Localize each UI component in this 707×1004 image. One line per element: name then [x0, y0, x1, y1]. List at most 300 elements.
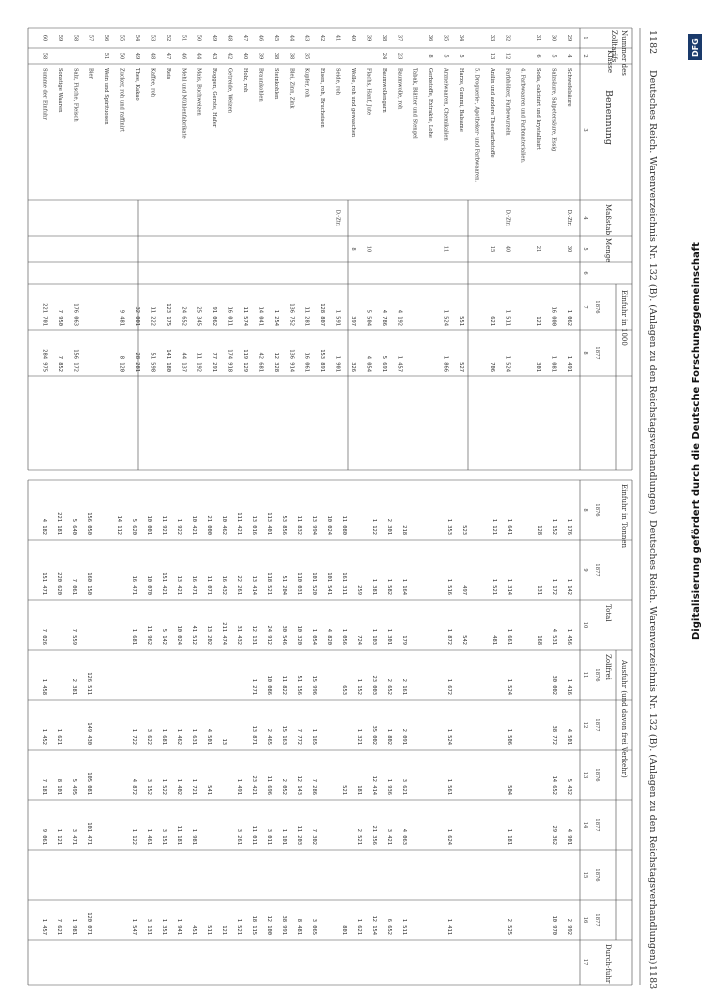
right-row-value: 12 154: [371, 915, 377, 935]
right-row-value: 1 301: [386, 628, 392, 645]
right-row-value: 221 181: [56, 512, 62, 535]
right-row-value: 3 622: [146, 728, 152, 745]
right-row-value: 10 462: [221, 515, 227, 535]
right-row-value: 1 524: [506, 678, 512, 695]
right-row-value: 38 991: [281, 915, 287, 935]
left-row-description: Reis: [164, 68, 171, 80]
right-row-value: 24 912: [266, 625, 272, 645]
right-row-value: 724: [356, 635, 362, 645]
watermark: [691, 242, 702, 640]
right-row-value: 118 521: [266, 572, 272, 595]
left-row-number: 38: [380, 34, 387, 42]
right-row-value: 541: [206, 785, 212, 795]
right-row-value: 11 181: [176, 825, 182, 845]
left-row-value: 1 511: [504, 309, 511, 326]
left-row-value: 1 254: [272, 309, 279, 326]
right-row-value: 1 381: [371, 578, 377, 595]
left-row-value: 284 975: [41, 349, 48, 372]
left-row-number: 33: [488, 34, 495, 42]
right-row-value: 149 430: [86, 722, 92, 745]
left-row-value: 119 129: [242, 349, 248, 372]
right-row-value: 156 050: [86, 512, 92, 535]
left-row-value: 123 175: [164, 303, 171, 326]
left-row-number: 32: [504, 34, 511, 42]
left-row-value: 7 852: [56, 355, 63, 372]
right-row-value: 13: [221, 738, 227, 745]
right-row-value: 1 121: [56, 828, 62, 845]
right-row-value: 1 452: [41, 728, 47, 745]
right-row-value: 7 621: [56, 918, 62, 935]
left-row-value: 44 137: [180, 352, 187, 372]
left-row-value: 527: [458, 362, 464, 372]
right-row-value: 511: [206, 925, 212, 935]
left-row-klasse: 42: [226, 52, 233, 60]
header-right: Deutsches Reich. Warenverzeichnis Nr. 132 (B). (Anlagen zu den Reichstagsverhandlungen): [647, 520, 658, 965]
right-row-value: 1 561: [446, 778, 452, 795]
right-row-value: 2 381: [71, 678, 77, 695]
left-row-description: Wolle, roh und gewaschen: [350, 68, 356, 138]
left-row-value: 1 866: [442, 355, 449, 372]
right-row-value: 10 421: [191, 515, 197, 535]
right-row-value: 1 458: [41, 678, 47, 695]
left-row-value: 176 063: [72, 303, 79, 326]
right-row-value: 5 495: [71, 778, 77, 795]
left-row-number: 40: [350, 34, 356, 42]
left-row-value: 9 481: [118, 309, 125, 326]
left-row-description: Sonstige Waaren: [56, 68, 63, 113]
left-row-value: 91 062: [211, 306, 218, 326]
left-row-value: 326: [350, 362, 356, 372]
left-row-value: 12 328: [272, 352, 279, 372]
left-row-klasse: 49: [134, 52, 140, 60]
right-row-value: 120 071: [86, 912, 92, 935]
right-row-value: 1 314: [506, 578, 512, 595]
right-header-ausfuhr: Ausfuhr (und davon frei Verkehr): [620, 660, 628, 778]
dfg-badge: [688, 34, 702, 60]
right-row-value: 13 871: [251, 725, 257, 745]
right-row-value: 1 165: [311, 728, 317, 745]
left-row-value: 1 524: [442, 309, 449, 326]
right-row-value: 101 541: [326, 572, 332, 595]
left-row-klasse: 5: [458, 54, 464, 58]
right-row-value: 160 150: [86, 572, 92, 595]
right-row-value: 2 052: [281, 778, 287, 795]
right-row-value: 1 802: [386, 728, 392, 745]
right-row-value: 1 721: [191, 778, 197, 795]
right-row-value: 1 164: [401, 578, 407, 595]
left-row-klasse: 12: [504, 52, 511, 60]
right-year-header: 1877: [594, 718, 600, 732]
left-row-number: 47: [242, 34, 248, 42]
left-row-klasse: 5: [550, 54, 557, 58]
left-row-value: 397: [350, 316, 356, 326]
left-row-description: Steinkohlen: [272, 68, 279, 100]
left-row-value: 16 061: [303, 352, 310, 372]
right-row-value: 101 520: [311, 572, 317, 595]
right-year-header: 1876: [594, 868, 600, 882]
left-row-klasse: 40: [242, 52, 248, 60]
right-row-value: 11 822: [281, 675, 287, 695]
right-year-header: 1876: [594, 503, 600, 517]
left-header-zolltarif: Zolltarifs: [610, 30, 618, 63]
right-row-value: 15 163: [281, 725, 287, 745]
right-row-value: 1 672: [446, 678, 452, 695]
left-row-description: Flachs, Hanf, Jute: [365, 68, 372, 116]
right-row-value: 7 559: [71, 628, 77, 645]
right-year-header: 1877: [594, 913, 600, 927]
right-row-value: 151 471: [41, 572, 47, 595]
right-col-number: 13: [582, 771, 588, 779]
right-row-value: 3 151: [161, 828, 167, 845]
right-row-value: 12 143: [296, 775, 302, 795]
left-row-value: 621: [488, 316, 495, 326]
left-row-description: Schwefelsäure: [566, 68, 572, 107]
right-row-value: 7 302: [311, 828, 317, 845]
right-row-value: 220 620: [56, 572, 62, 595]
right-row-value: 3 471: [71, 828, 77, 845]
right-row-value: 110 031: [296, 572, 302, 595]
right-row-value: 4 063: [401, 828, 407, 845]
right-row-value: 1 621: [56, 728, 62, 745]
right-row-value: 4 872: [131, 778, 137, 795]
left-row-value: 5 504: [365, 309, 372, 326]
right-row-value: 35 002: [371, 725, 377, 745]
page-number-left: 1182: [647, 30, 658, 55]
left-row-value: 136 914: [288, 349, 295, 372]
right-row-value: 179: [401, 635, 407, 645]
left-row-value: 25 345: [195, 306, 202, 326]
left-row-menge: 21: [535, 245, 542, 253]
watermark-text: Digitalisierung gefördert durch die Deutsche Forschungsgemeinschaft: [691, 242, 702, 640]
right-row-value: 542: [461, 635, 467, 645]
right-row-value: 13 994: [311, 515, 317, 535]
left-row-description: Getreide, Weizen: [226, 68, 233, 113]
right-row-value: 181: [356, 785, 362, 795]
right-row-value: 11 832: [296, 515, 302, 535]
left-row-number: 46: [257, 34, 264, 42]
left-row-value: 32 001: [134, 306, 140, 326]
right-row-value: 801: [341, 925, 347, 935]
left-row-klasse: 38: [272, 52, 279, 60]
right-row-value: 521: [341, 785, 347, 795]
right-row-value: 38 772: [551, 725, 557, 745]
right-row-value: 128: [536, 525, 542, 535]
right-row-value: 1 461: [146, 828, 152, 845]
left-row-value: 16 011: [226, 306, 233, 326]
left-row-value: 1 081: [550, 355, 557, 372]
right-row-value: 4 182: [41, 518, 47, 535]
left-row-description: 5. Droguerie-, Apotheker- und Farbwaaren.: [473, 68, 480, 183]
right-year-header: 1876: [594, 668, 600, 682]
right-row-value: 22 261: [236, 575, 242, 595]
left-row-number: 51: [180, 34, 187, 42]
right-row-value: 259: [356, 585, 362, 595]
right-row-value: 481: [491, 635, 497, 645]
left-row-klasse: 24: [380, 52, 387, 60]
left-row-value: 11 281: [303, 306, 310, 326]
right-row-value: 3 011: [266, 828, 272, 845]
left-row-klasse: 4: [566, 54, 572, 58]
right-row-value: 3 065: [311, 918, 317, 935]
right-row-value: 14 652: [551, 775, 557, 795]
right-row-value: 16 471: [191, 575, 197, 595]
right-col-number: 16: [582, 916, 588, 924]
left-col-number: 4: [582, 216, 588, 220]
left-row-value: 11 192: [195, 352, 202, 372]
right-row-value: 3 261: [236, 828, 242, 845]
right-row-value: 2 465: [266, 728, 272, 745]
left-row-klasse: 13: [488, 52, 495, 60]
right-row-value: 7 026: [41, 628, 47, 645]
left-row-value: 174 918: [226, 349, 233, 372]
right-row-value: 2 301: [386, 518, 392, 535]
right-row-value: 10 070: [146, 575, 152, 595]
left-row-number: 44: [288, 34, 295, 42]
right-row-value: 14 112: [116, 515, 122, 535]
left-row-number: 53: [149, 34, 156, 42]
right-row-value: 8 101: [56, 778, 62, 795]
right-row-value: 2 091: [401, 728, 407, 745]
left-row-description: Summe der Einfuhr: [41, 68, 48, 120]
right-row-value: 5 620: [131, 518, 137, 535]
right-row-value: 1 152: [356, 678, 362, 695]
left-row-value: 42 681: [257, 352, 264, 372]
right-row-value: 1 411: [446, 918, 452, 935]
right-row-value: 1 631: [191, 728, 197, 745]
right-col-number: 12: [582, 721, 588, 729]
left-row-value: 1 524: [504, 355, 511, 372]
right-header-zollfrei: Zollfrei: [604, 654, 612, 680]
right-row-value: 1 521: [491, 578, 497, 595]
right-row-value: 51 204: [281, 575, 287, 595]
left-row-klasse: 23: [396, 52, 403, 60]
left-row-value: 706: [488, 362, 495, 372]
right-row-value: 218: [401, 525, 407, 535]
right-row-value: 451: [191, 925, 197, 935]
left-row-description: Blei, Zinn, Zink: [288, 68, 295, 109]
right-row-value: 2 525: [506, 918, 512, 935]
right-row-value: 1 462: [176, 728, 182, 745]
left-row-number: 35: [442, 34, 449, 42]
left-year-header: 1877: [594, 346, 600, 360]
right-row-value: 16 471: [131, 575, 137, 595]
header-left: Deutsches Reich. Warenverzeichnis Nr. 132 (B). (Anlagen zu den Reichstagsverhandlungen): [647, 70, 658, 515]
left-row-value: 8 120: [118, 355, 125, 372]
left-row-klasse: 48: [149, 52, 156, 60]
right-row-value: 1 181: [506, 828, 512, 845]
left-row-unit: D.-Ztr.: [504, 209, 511, 227]
left-row-value: 551: [458, 316, 464, 326]
left-row-description: Mais, Buchweizen: [195, 68, 202, 116]
right-row-value: 1 271: [251, 678, 257, 695]
right-col-number: 9: [582, 568, 588, 572]
right-col-number: 14: [582, 821, 588, 829]
right-row-value: 4 901: [566, 828, 572, 845]
left-row-description: Farbhölzer, Farbewurzeln: [504, 68, 511, 136]
left-row-description: Thee, Kakao: [134, 68, 140, 101]
right-row-value: 7 772: [296, 728, 302, 745]
right-year-header: 1876: [594, 768, 600, 782]
right-row-value: 7 061: [71, 578, 77, 595]
right-row-value: 13 016: [251, 515, 257, 535]
right-row-value: 1 456: [566, 628, 572, 645]
right-year-header: 1877: [594, 818, 600, 832]
left-row-value: 221 701: [41, 303, 48, 326]
left-row-number: 42: [319, 34, 326, 42]
right-row-value: 1 511: [401, 918, 407, 935]
right-row-value: 11 203: [296, 825, 302, 845]
right-row-value: 4 820: [326, 628, 332, 645]
left-header-klasse: Klasse: [606, 50, 614, 73]
right-row-value: 13 421: [176, 575, 182, 595]
right-row-value: 51 156: [296, 675, 302, 695]
left-row-value: 1 901: [334, 355, 341, 372]
left-row-number: 29: [566, 34, 572, 42]
left-row-value: 51 598: [149, 352, 156, 372]
left-row-value: 121: [535, 316, 542, 326]
left-row-value: 1 062: [566, 309, 572, 326]
right-row-value: 5 432: [566, 778, 572, 795]
right-row-value: 11 962: [146, 625, 152, 645]
right-row-value: 111 421: [236, 512, 242, 535]
left-col-number: 1: [582, 36, 588, 40]
right-row-value: 113 401: [266, 512, 272, 535]
right-row-value: 1 521: [236, 918, 242, 935]
left-row-klasse: 38: [288, 52, 295, 60]
left-row-number: 49: [211, 34, 218, 42]
right-row-value: 1 936: [386, 778, 392, 795]
right-row-value: 1 402: [176, 778, 182, 795]
left-row-number: 30: [550, 34, 557, 42]
left-row-description: Gerbstoffe, Extrakte, Lohe: [427, 68, 434, 138]
right-row-value: 1 122: [131, 828, 137, 845]
left-row-description: Wein und Spirituosen: [103, 68, 110, 125]
right-row-value: 15 996: [311, 675, 317, 695]
left-row-number: 34: [458, 34, 464, 42]
left-row-description: Anilin und andere Theerfarbstoffe: [488, 68, 495, 158]
left-col-number: 5: [582, 247, 588, 251]
right-row-value: 1 457: [41, 918, 47, 935]
right-row-value: 1 941: [176, 918, 182, 935]
right-row-value: 1 624: [446, 828, 452, 845]
right-row-value: 504: [506, 785, 512, 795]
right-row-value: 7 286: [311, 778, 317, 795]
right-row-value: 3 421: [386, 828, 392, 845]
left-row-value: 14 041: [257, 306, 264, 326]
right-row-value: 126 511: [86, 672, 92, 695]
left-row-number: 36: [427, 34, 434, 42]
right-row-value: 21 356: [371, 825, 377, 845]
right-row-value: 1 641: [506, 518, 512, 535]
left-row-klasse: 35: [303, 52, 310, 60]
right-row-value: 1 547: [131, 918, 137, 935]
left-row-menge: 30: [566, 245, 572, 253]
right-row-value: 11 696: [266, 775, 272, 795]
left-col-number: 8: [582, 351, 588, 355]
left-row-number: 56: [103, 34, 110, 42]
left-col-number: 3: [582, 128, 588, 132]
left-row-description: 4. Farbwaaren und Farbmaterialien.: [519, 68, 526, 164]
left-row-description: Bier: [87, 68, 94, 80]
right-row-value: 11 071: [206, 575, 212, 595]
right-row-value: 29 362: [551, 825, 557, 845]
left-row-value: 28 281: [134, 352, 140, 372]
right-row-value: 5 640: [71, 518, 77, 535]
left-row-unit: D.-Ztr.: [566, 209, 572, 227]
right-row-value: 1 056: [341, 628, 347, 645]
left-row-value: 136 752: [288, 303, 295, 326]
right-row-value: 7 181: [41, 778, 47, 795]
left-row-number: 37: [396, 34, 403, 42]
right-row-value: 10 086: [266, 675, 272, 695]
right-row-value: 1 722: [131, 728, 137, 745]
right-col-number: 17: [582, 958, 588, 966]
left-row-number: 60: [41, 34, 48, 42]
left-row-description: Harze, Gummi, Balsame: [458, 68, 464, 132]
left-row-value: 7 950: [56, 309, 63, 326]
left-row-value: 1 491: [566, 355, 572, 372]
right-row-value: 12 100: [266, 915, 272, 935]
right-row-value: 121: [221, 925, 227, 935]
right-row-value: 10 001: [146, 515, 152, 535]
right-col-number: 10: [582, 621, 588, 629]
left-row-menge: 8: [350, 247, 356, 251]
right-row-value: 11 011: [251, 825, 257, 845]
right-year-header: 1877: [594, 563, 600, 577]
left-row-value: 11 222: [149, 306, 156, 326]
left-row-description: Soda, calcinirt und krystallisirt: [535, 68, 542, 150]
left-row-number: 50: [195, 34, 202, 42]
right-col-number: 11: [582, 671, 588, 679]
left-header-massstab: Maßstab: [604, 204, 612, 236]
right-row-value: 1 981: [71, 918, 77, 935]
right-row-value: 1 121: [491, 518, 497, 535]
right-row-value: 31 432: [236, 625, 242, 645]
right-row-value: 131: [536, 585, 542, 595]
right-row-value: 13 202: [206, 625, 212, 645]
left-row-klasse: 47: [164, 52, 171, 60]
right-row-value: 105 081: [86, 772, 92, 795]
right-row-value: 523: [461, 525, 467, 535]
right-row-value: 1 152: [551, 518, 557, 535]
left-row-description: Braunkohlen: [257, 68, 264, 102]
right-row-value: 4 501: [566, 728, 572, 745]
right-row-value: 4 501: [206, 728, 212, 745]
left-row-value: 301: [535, 362, 542, 372]
left-header-menge: Menge: [604, 238, 612, 263]
left-row-value: 11 574: [242, 306, 248, 326]
right-row-value: 3 621: [401, 778, 407, 795]
right-row-value: 11 080: [341, 515, 347, 535]
right-row-value: 1 506: [506, 728, 512, 745]
left-col-number: 6: [582, 271, 588, 275]
right-col-number: 8: [582, 508, 588, 512]
left-row-klasse: 50: [118, 52, 125, 60]
left-row-description: Tabak, Blätter und Stengel: [411, 68, 418, 139]
left-row-description: Baumwollengarn: [380, 68, 387, 113]
right-row-value: 1 872: [446, 628, 452, 645]
right-header-durchfuhr: Durch-fuhr: [604, 944, 612, 984]
right-row-value: 30 546: [281, 625, 287, 645]
right-row-value: 6 652: [386, 918, 392, 935]
right-row-value: 10 024: [176, 625, 182, 645]
right-row-value: 10 970: [551, 915, 557, 935]
right-header-total: Total: [604, 604, 612, 622]
left-row-description: Salz, Fische, Fleisch: [72, 68, 79, 122]
left-col-number: 7: [582, 305, 588, 309]
left-row-klasse: 44: [195, 52, 202, 60]
left-row-menge: 15: [488, 245, 495, 253]
